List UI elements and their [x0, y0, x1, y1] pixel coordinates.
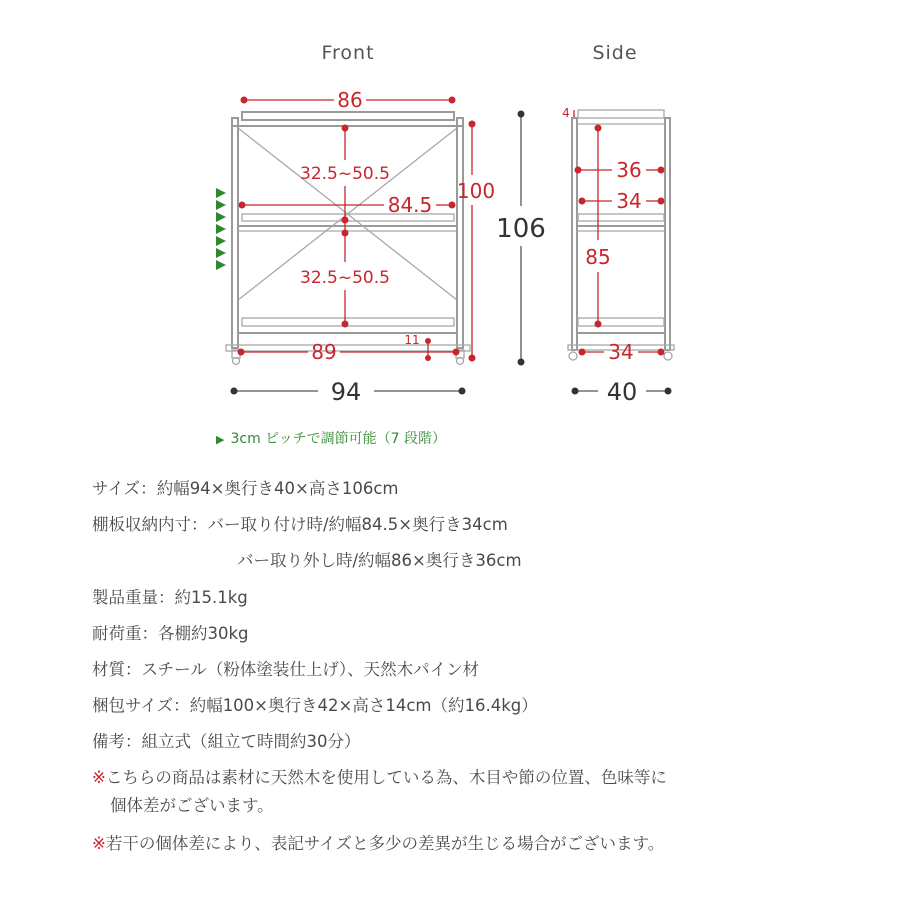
dim-top-width-label: 86: [337, 88, 363, 112]
spec-weight: 製品重量：約15.1kg: [92, 588, 248, 607]
front-view-title: Front: [321, 42, 375, 64]
pitch-note-text: 3cm ピッチで調節可能（7 段階）: [230, 431, 446, 447]
dim-side-inner-height-label: 85: [585, 245, 611, 269]
front-rack-drawing: [226, 112, 470, 365]
dim-top-width: [241, 88, 456, 112]
dim-side-bottom-depth-label: 34: [608, 340, 634, 364]
dim-caster-gap: [404, 333, 431, 361]
note-natural-wood-continued: 個体差がございます。: [110, 796, 274, 815]
spec-package-size: 梱包サイズ：約幅100×奥行き42×高さ14cm（約16.4kg）: [92, 696, 538, 715]
dim-side-top-rail-label: 4: [562, 106, 570, 120]
dim-side-height-label: 100: [456, 179, 496, 203]
spec-size: サイズ：約幅94×奥行き40×高さ106cm: [92, 479, 399, 498]
dim-side-overall-depth-label: 40: [606, 378, 638, 406]
spec-material: 材質：スチール（粉体塗装仕上げ）、天然木パイン材: [92, 660, 480, 679]
spec-inner-dimensions: 棚板収納内寸：バー取り付け時/約幅84.5×奥行き34cm: [92, 515, 508, 534]
dim-side-bottom-depth: [579, 340, 665, 364]
dim-side-depth-inner-label: 34: [616, 189, 642, 213]
play-triangle-icon: ▶: [216, 433, 225, 446]
dimension-diagram: [0, 0, 900, 420]
dim-caster-gap-label: 11: [404, 333, 420, 347]
spec-remarks: 備考：組立式（組立て時間約30分）: [92, 732, 361, 751]
side-rack-drawing: [568, 110, 674, 360]
dim-overall-height: [496, 111, 546, 366]
dim-shelf-gap-upper-label: 32.5~50.5: [300, 164, 390, 184]
dim-side-depth-outer: [575, 158, 665, 182]
spec-inner-dimensions-bar-removed: バー取り外し時/約幅86×奥行き36cm: [237, 551, 522, 570]
dim-bar-width-label: 84.5: [387, 193, 433, 217]
dim-overall-height-label: 106: [496, 214, 546, 244]
adjust-pitch-markers: [216, 188, 226, 270]
spec-load-capacity: 耐荷重：各棚約30kg: [92, 624, 249, 643]
note-size-variance: ※若干の個体差により、表記サイズと多少の差異が生じる場合がございます。: [92, 834, 665, 853]
dim-overall-width-label: 94: [330, 378, 362, 406]
note-natural-wood: ※こちらの商品は素材に天然木を使用している為、木目や節の位置、色味等に: [92, 768, 667, 787]
dim-shelf-gap-lower-label: 32.5~50.5: [300, 268, 390, 288]
pitch-note: [216, 428, 446, 448]
dim-side-overall-depth: [572, 378, 672, 406]
dim-overall-width: [231, 378, 466, 406]
dim-side-depth-inner: [579, 189, 665, 213]
dim-side-depth-outer-label: 36: [616, 158, 642, 182]
side-view-title: Side: [592, 42, 638, 64]
dim-bottom-width-label: 89: [311, 340, 337, 364]
